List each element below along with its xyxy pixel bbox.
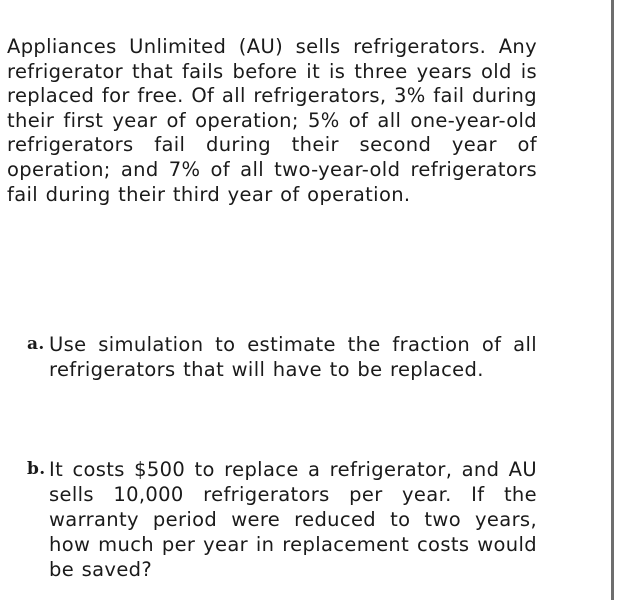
part-a-text: Use simulation to estimate the fraction of all refrigerators that will have to be replaced. xyxy=(49,333,537,381)
question-part-a xyxy=(27,332,537,382)
question-part-b xyxy=(27,457,537,582)
part-a-marker: a. xyxy=(27,334,45,354)
part-b-text: It costs $500 to replace a refrigerator, and AU sells 10,000 refrigerators per year. If the warranty period were reduced to two years, how much per year in replacement costs would be saved? xyxy=(49,458,537,581)
problem-intro-paragraph: Appliances Unlimited (AU) sells refrigerators. Any refrigerator that fails before it is three years old is replaced for free. Of all refrigerators, 3% fail during their first year of operation; 5% of all one-year-old refrigerators fail during their second year of operation; and 7% of all two-year-old refrigerators fail during their third year of operation. xyxy=(7,35,537,206)
right-border-rule xyxy=(611,0,614,600)
part-b-marker: b. xyxy=(27,459,46,479)
